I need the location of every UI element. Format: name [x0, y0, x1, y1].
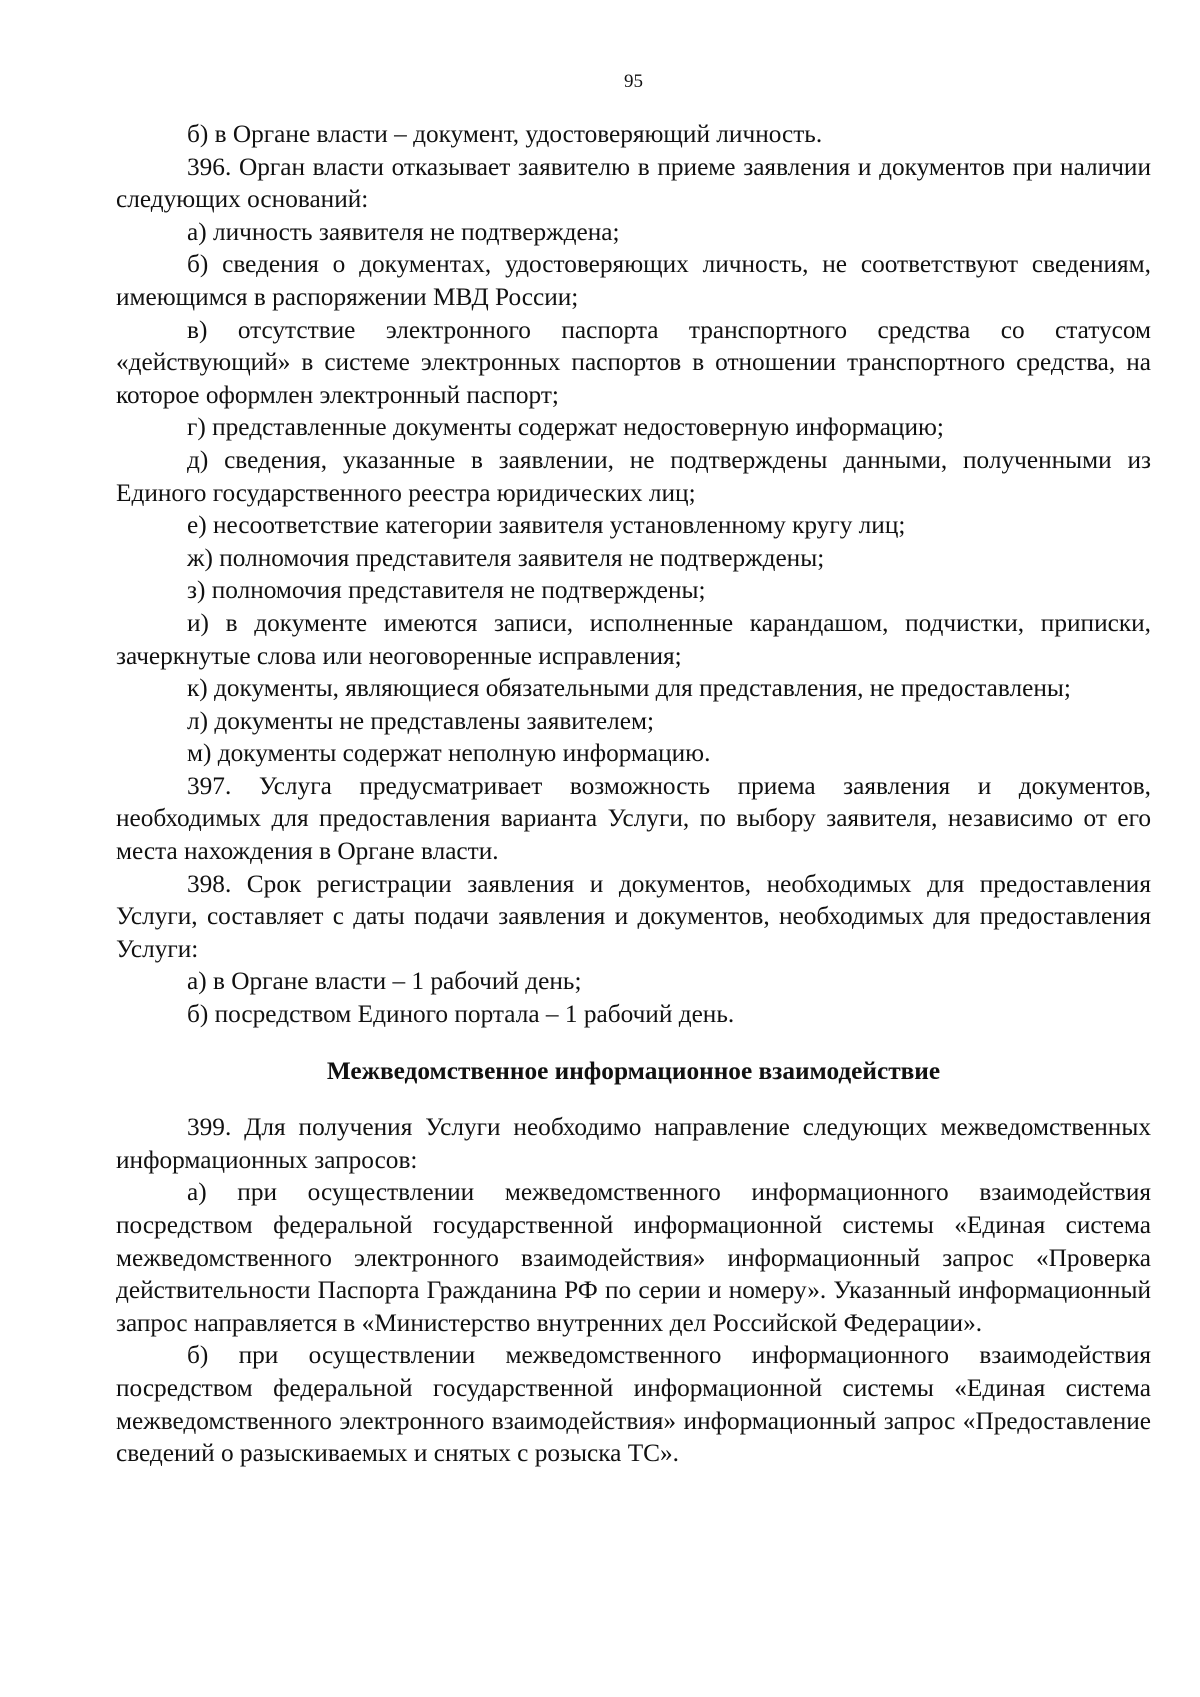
section-heading: Межведомственное информационное взаимодействие [326, 1056, 941, 1085]
list-item-e: е) несоответствие категории заявителя установленному кругу лиц; [187, 511, 906, 540]
list-item-b: б) при осуществлении межведомственного информационного взаимодействия посредством федеральной государственной информационной системы «Единая система межведомственного электронного взаимодействия» информационный запрос «Предоставление сведений о разыскиваемых и снятых с розыска ТС». [116, 1341, 1151, 1468]
paragraph-397: 397. Услуга предусматривает возможность приема заявления и документов, необходимых для предоставления варианта Услуги, по выбору заявителя, независимо от его места нахождения в Органе власти. [116, 771, 1151, 866]
paragraph-399: 399. Для получения Услуги необходимо направление следующих межведомственных информационных запросов: [116, 1113, 1151, 1174]
list-item-a: а) личность заявителя не подтверждена; [187, 217, 620, 246]
paragraph-396: 396. Орган власти отказывает заявителю в приеме заявления и документов при наличии следующих оснований: [116, 152, 1151, 214]
list-item-l: л) документы не представлены заявителем; [187, 706, 654, 735]
list-item-b: б) сведения о документах, удостоверяющих личность, не соответствуют сведениям, имеющимся в распоряжении МВД России; [116, 250, 1151, 311]
list-item-v: в) отсутствие электронного паспорта транспортного средства со статусом «действующий» в системе электронных паспортов в отношении транспортного средства, на которое оформлен электронный паспорт; [116, 315, 1151, 409]
document-body [116, 118, 1151, 1470]
list-item-k: к) документы, являющиеся обязательными для представления, не предоставлены; [187, 674, 1071, 703]
list-item-a: а) при осуществлении межведомственного информационного взаимодействия посредством федеральной государственной информационной системы «Единая система межведомственного электронного взаимодействия» информационный запрос «Проверка действительности Паспорта Гражданина РФ по серии и номеру». Указанный информационный запрос направляется в «Министерство внутренних дел Российской Федерации». [116, 1178, 1151, 1337]
paragraph-398: 398. Срок регистрации заявления и документов, необходимых для предоставления Услуги, составляет с даты подачи заявления и документов, необходимых для предоставления Услуги: [116, 869, 1151, 963]
list-item-b: б) посредством Единого портала – 1 рабочий день. [187, 1000, 735, 1029]
page-number: 95 [624, 71, 643, 92]
list-item-zh: ж) полномочия представителя заявителя не подтверждены; [187, 543, 825, 572]
list-item-z: з) полномочия представителя не подтверждены; [187, 576, 706, 605]
list-item-d: д) сведения, указанные в заявлении, не подтверждены данными, полученными из Единого государственного реестра юридических лиц; [116, 445, 1151, 507]
list-item-m: м) документы содержат неполную информацию. [187, 739, 711, 768]
list-item-a: а) в Органе власти – 1 рабочий день; [187, 967, 582, 996]
list-item-g: г) представленные документы содержат недостоверную информацию; [187, 413, 944, 442]
list-item-i: и) в документе имеются записи, исполненные карандашом, подчистки, приписки, зачеркнутые слова или неоговоренные исправления; [116, 608, 1151, 670]
paragraph: б) в Органе власти – документ, удостоверяющий личность. [187, 120, 823, 148]
